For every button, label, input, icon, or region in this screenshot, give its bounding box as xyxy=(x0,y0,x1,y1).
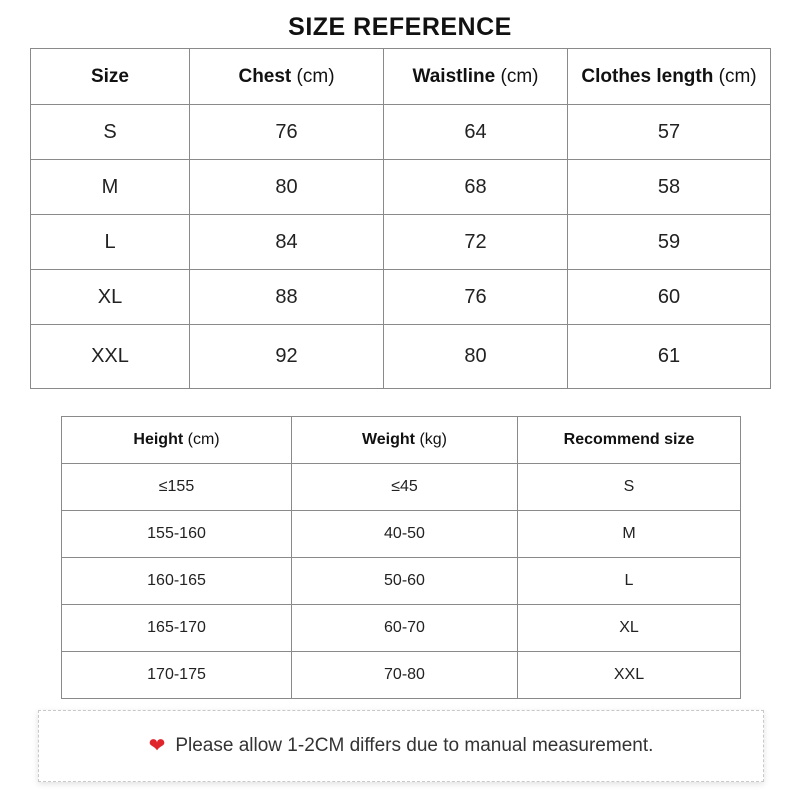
cell-chest: 84 xyxy=(190,215,384,270)
table-row xyxy=(31,215,771,270)
cell-clothes-length: 58 xyxy=(568,160,771,215)
table-row xyxy=(31,325,771,389)
cell-weight: 50-60 xyxy=(292,558,518,605)
header-weight xyxy=(292,417,518,464)
table-row xyxy=(31,270,771,325)
header-unit: (kg) xyxy=(419,431,448,448)
cell-height: 170-175 xyxy=(62,652,292,699)
header-unit: (cm) xyxy=(718,65,757,87)
measurement-note xyxy=(38,710,764,782)
cell-clothes-length: 60 xyxy=(568,270,771,325)
cell-chest: 88 xyxy=(190,270,384,325)
table-header-row xyxy=(31,49,771,105)
cell-size: S xyxy=(31,105,190,160)
header-label: Chest xyxy=(238,65,292,87)
cell-height: ≤155 xyxy=(62,464,292,511)
header-chest xyxy=(190,49,384,105)
header-height xyxy=(62,417,292,464)
header-label: Waistline xyxy=(412,65,496,87)
table-row xyxy=(62,511,741,558)
table-row xyxy=(62,558,741,605)
heart-icon: ❤ xyxy=(148,735,166,757)
cell-clothes-length: 57 xyxy=(568,105,771,160)
cell-waistline: 76 xyxy=(384,270,568,325)
cell-size: XXL xyxy=(31,325,190,389)
cell-recommend-size: S xyxy=(518,464,741,511)
cell-height: 160-165 xyxy=(62,558,292,605)
page-title: SIZE REFERENCE xyxy=(288,13,512,41)
note-text: Please allow 1-2CM differs due to manual measurement. xyxy=(175,735,654,756)
cell-chest: 92 xyxy=(190,325,384,389)
table-row xyxy=(31,160,771,215)
cell-clothes-length: 61 xyxy=(568,325,771,389)
table-row xyxy=(62,652,741,699)
header-label: Recommend size xyxy=(563,431,695,448)
cell-recommend-size: L xyxy=(518,558,741,605)
cell-height: 155-160 xyxy=(62,511,292,558)
table-row xyxy=(62,605,741,652)
cell-size: L xyxy=(31,215,190,270)
cell-clothes-length: 59 xyxy=(568,215,771,270)
cell-chest: 76 xyxy=(190,105,384,160)
header-label: Height xyxy=(133,431,184,448)
cell-waistline: 68 xyxy=(384,160,568,215)
cell-recommend-size: XXL xyxy=(518,652,741,699)
cell-recommend-size: M xyxy=(518,511,741,558)
header-unit: (cm) xyxy=(500,65,539,87)
header-label: Size xyxy=(90,65,130,87)
cell-waistline: 80 xyxy=(384,325,568,389)
header-label: Weight xyxy=(361,431,415,448)
header-clothes-length xyxy=(568,49,771,105)
cell-weight: 60-70 xyxy=(292,605,518,652)
cell-recommend-size: XL xyxy=(518,605,741,652)
header-recommend-size xyxy=(518,417,741,464)
header-unit: (cm) xyxy=(296,65,335,87)
cell-weight: 40-50 xyxy=(292,511,518,558)
cell-waistline: 64 xyxy=(384,105,568,160)
cell-size: XL xyxy=(31,270,190,325)
cell-chest: 80 xyxy=(190,160,384,215)
recommend-size-table xyxy=(61,416,741,699)
cell-height: 165-170 xyxy=(62,605,292,652)
header-waistline xyxy=(384,49,568,105)
header-unit: (cm) xyxy=(187,431,220,448)
size-reference-table xyxy=(30,48,771,389)
cell-size: M xyxy=(31,160,190,215)
table-row xyxy=(62,464,741,511)
header-label: Clothes length xyxy=(581,65,714,87)
header-size xyxy=(31,49,190,105)
cell-weight: 70-80 xyxy=(292,652,518,699)
cell-waistline: 72 xyxy=(384,215,568,270)
cell-weight: ≤45 xyxy=(292,464,518,511)
table-row xyxy=(31,105,771,160)
table-header-row xyxy=(62,417,741,464)
